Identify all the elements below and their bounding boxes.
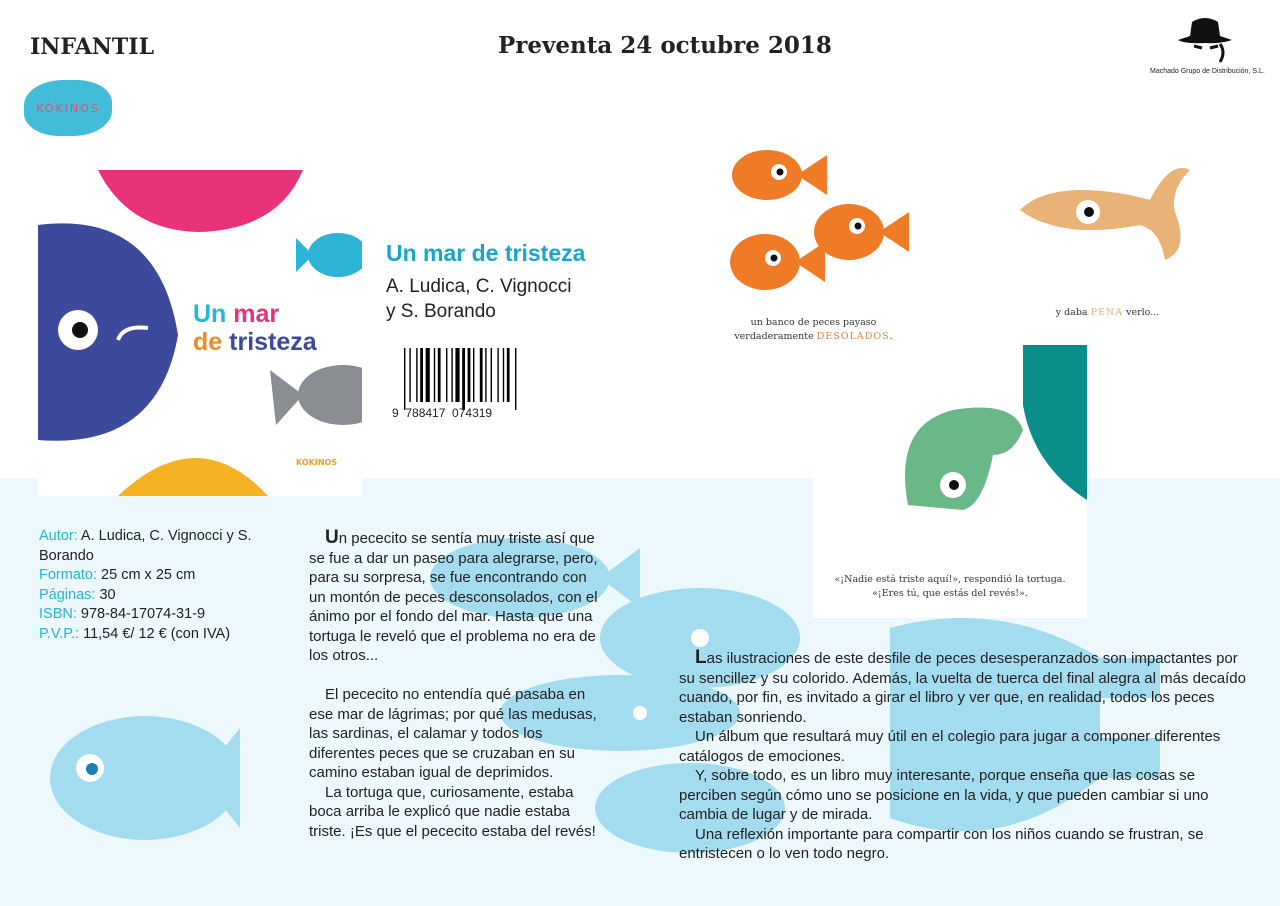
distributor-logo xyxy=(1150,14,1265,75)
orange-fish-illustration xyxy=(697,120,930,300)
barcode-bar xyxy=(468,348,471,402)
barcode-bar xyxy=(446,348,447,402)
barcode-bar xyxy=(473,348,474,402)
category-label: INFANTIL xyxy=(30,34,155,60)
review-text: Las ilustraciones de este desfile de peces desesperanzados son impactantes por su sencillez y su colorido. Además, la vuelta de tuerca del final alegra al más decaído cuando, por fin, es invitado a girar el libro y ver que, en realidad, todos los peces estaban sonriendo. Un álbum que resultará muy útil en el colegio para jugar a componer diferentes catálogos de emociones. Y, sobre todo, es un libro muy interesante, porque enseña que las cosas se perciben según cómo uno se posicione en la vida, y que pueden cambiar si uno cambia de lugar y de mirada. Una reflexión importante para compartir con los niños cuando se frustran, se entristecen o lo ven todo negro. xyxy=(679,647,1246,862)
detail-row: Autor: A. Ludica, C. Vignocci y S. Borando xyxy=(39,528,252,564)
cover-title: Un mar de tristeza xyxy=(193,300,317,356)
green-fish-turtle-illustration xyxy=(813,345,1087,555)
synopsis-text: Un pececito se sentía muy triste así que se fue a dar un paseo para alegrarse, pero, para su sorpresa, se fue encontrando con un montón de peces desconsolados, con el ánimo por el fondo del mar. Hasta que una tortuga le reveló que el problema no era de los otros... El pececito no entendía qué pasaba en ese mar de lágrimas; por qué las medusas, las sardinas, el calamar y todos los diferentes peces que se cruzaban en su camino estaban igual de deprimidos. La tortuga que, curiosamente, estaba boca arriba le explicó que nadie estaba triste. ¡Es que el pececito estaba del revés! xyxy=(309,527,598,840)
barcode-digits: 9 788417 074319 xyxy=(392,406,493,420)
barcode-bar xyxy=(485,348,486,402)
book-details xyxy=(39,527,309,644)
barcode-bar xyxy=(451,348,452,402)
barcode xyxy=(392,348,542,420)
detail-row: ISBN: 978-84-17074-31-9 xyxy=(39,606,206,622)
barcode-bar xyxy=(404,348,405,410)
barcode-bar xyxy=(480,348,483,402)
illustration-squid xyxy=(990,100,1225,335)
illustration-caption-3: «¡Nadie está triste aquí!», respondió la tortuga. «¡Eres tú, que estás del revés!». xyxy=(834,574,1066,599)
barcode-bar xyxy=(434,348,435,402)
illustration-turtle xyxy=(813,345,1087,618)
barcode-bar xyxy=(438,348,441,402)
barcode-bar xyxy=(420,348,423,402)
kokinos-logo: KÓKINOS xyxy=(24,80,112,136)
detail-row: P.V.P.: 11,54 €/ 12 € (con IVA) xyxy=(39,625,231,642)
book-cover xyxy=(38,170,362,496)
barcode-bars xyxy=(392,348,542,410)
illustration-caption-1: un banco de peces payaso verdaderamente DESOLADOS. xyxy=(734,317,893,342)
barcode-bar xyxy=(497,348,498,402)
book-authors: A. Ludica, C. Vignocci y S. Borando xyxy=(386,276,572,322)
cover-publisher: KÓKINOS xyxy=(296,458,338,467)
barcode-bar xyxy=(503,348,504,402)
barcode-bar xyxy=(507,348,510,402)
barcode-bar xyxy=(462,348,465,410)
barcode-bar xyxy=(409,348,410,402)
detail-row: Páginas: 30 xyxy=(39,586,116,603)
presale-date-heading: Preventa 24 octubre 2018 xyxy=(498,32,832,59)
barcode-bar xyxy=(455,348,459,402)
hat-man-icon xyxy=(1170,14,1240,64)
barcode-bar xyxy=(515,348,516,410)
detail-row: Formato: 25 cm x 25 cm xyxy=(39,567,196,583)
barcode-bar xyxy=(426,348,430,402)
barcode-bar xyxy=(491,348,492,402)
illustration-clownfish xyxy=(697,120,930,350)
barcode-bar xyxy=(416,348,417,402)
distributor-name: Machado Grupo de Distribución, S.L. xyxy=(1150,68,1265,75)
squid-illustration xyxy=(990,100,1225,290)
illustration-caption-2: y daba PENA verlo... xyxy=(1055,307,1160,318)
book-title: Un mar de tristeza xyxy=(386,240,586,266)
